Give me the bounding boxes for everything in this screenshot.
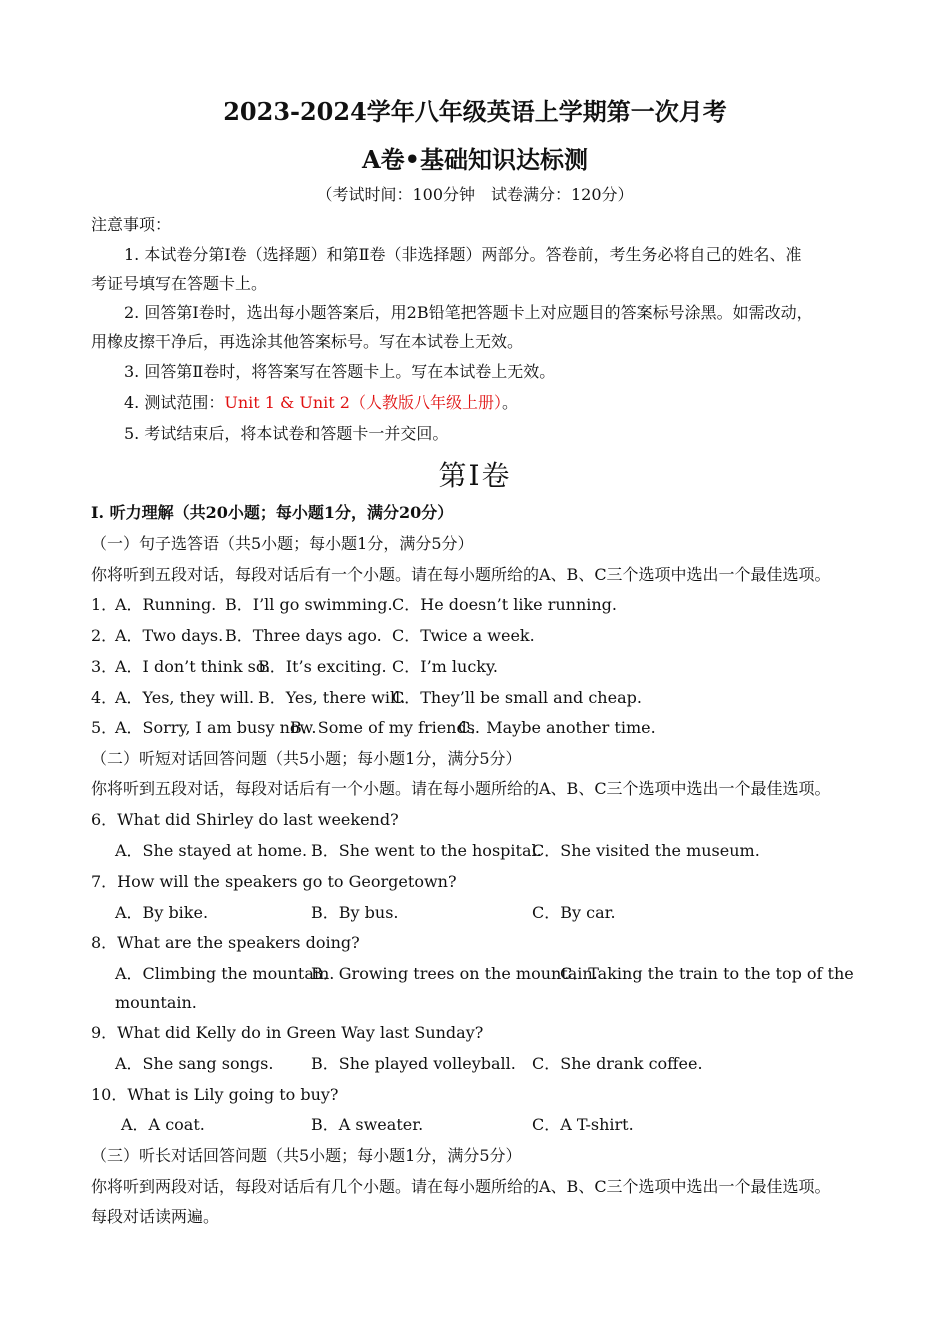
question-5-option-c: C．Maybe another time. <box>458 718 656 737</box>
question-6-option-b: B．She went to the hospital. <box>311 841 542 860</box>
question-10-option-b: B．A sweater. <box>311 1115 424 1134</box>
question-5-option-b: B．Some of my friends. <box>290 718 481 737</box>
question-7-option-c: C．By car. <box>532 903 616 922</box>
exam-info: （考试时间：100分钟 试卷满分：120分） <box>316 185 634 204</box>
question-7-option-a: A．By bike. <box>115 903 209 922</box>
question-10-option-a: A．A coat. <box>121 1115 205 1134</box>
question-6-stem: 6．What did Shirley do last weekend? <box>91 810 399 829</box>
note-item-4-prefix: 4. 测试范围： <box>124 393 225 412</box>
question-5-number: 5． <box>91 718 118 737</box>
question-8-stem: 8．What are the speakers doing? <box>91 933 360 952</box>
notes-heading: 注意事项： <box>91 215 172 234</box>
question-9-stem: 9．What did Kelly do in Green Way last Sunday? <box>91 1023 484 1042</box>
question-8-option-c-continued: mountain. <box>115 993 197 1012</box>
section-1-heading: I. 听力理解（共20小题；每小题1分，满分20分） <box>91 503 454 522</box>
question-4-option-b: B．Yes, there will. <box>258 688 406 707</box>
question-10-option-c: C．A T-shirt. <box>532 1115 634 1134</box>
note-item-1-line-2: 考证号填写在答题卡上。 <box>91 274 268 293</box>
question-4-option-c: C．They’ll be small and cheap. <box>392 688 642 707</box>
part-2-instruction: 你将听到五段对话，每段对话后有一个小题。请在每小题所给的A、B、C三个选项中选出一个最佳选项。 <box>91 779 831 798</box>
question-9-option-b: B．She played volleyball. <box>311 1054 516 1073</box>
question-9-option-c: C．She drank coffee. <box>532 1054 703 1073</box>
note-item-3: 3. 回答第Ⅱ卷时，将答案写在答题卡上。写在本试卷上无效。 <box>124 362 556 381</box>
note-item-1-line-1: 1. 本试卷分第Ⅰ卷（选择题）和第Ⅱ卷（非选择题）两部分。答卷前，考生务必将自己的姓名、准 <box>124 245 802 264</box>
question-9-option-a: A．She sang songs. <box>115 1054 274 1073</box>
part-3-instruction-line-2: 每段对话读两遍。 <box>91 1207 220 1226</box>
note-item-2-line-1: 2. 回答第Ⅰ卷时，选出每小题答案后，用2B铅笔把答题卡上对应题目的答案标号涂黑。如需改动， <box>124 303 813 322</box>
question-3-option-c: C．I’m lucky. <box>392 657 498 676</box>
test-range: Unit 1 & Unit 2（人教版八年级上册） <box>224 393 502 412</box>
question-2-option-b: B．Three days ago. <box>225 626 382 645</box>
question-6-option-a: A．She stayed at home. <box>115 841 308 860</box>
part-3-instruction-line-1: 你将听到两段对话，每段对话后有几个小题。请在每小题所给的A、B、C三个选项中选出一个最佳选项。 <box>91 1177 831 1196</box>
question-3-option-b: B．It’s exciting. <box>258 657 387 676</box>
note-item-2-line-2: 用橡皮擦干净后，再选涂其他答案标号。写在本试卷上无效。 <box>91 332 524 351</box>
note-item-4-suffix: 。 <box>501 393 518 412</box>
note-item-5: 5. 考试结束后，将本试卷和答题卡一并交回。 <box>124 424 449 443</box>
part-1-heading: （一）句子选答语（共5小题；每小题1分，满分5分） <box>91 534 474 553</box>
question-7-option-b: B．By bus. <box>311 903 399 922</box>
question-5-option-a: A．Sorry, I am busy now. <box>115 718 317 737</box>
question-3-option-a: A．I don’t think so. <box>115 657 271 676</box>
question-2-option-c: C．Twice a week. <box>392 626 535 645</box>
volume-heading: 第Ⅰ卷 <box>438 459 512 492</box>
exam-title: 2023-2024学年八年级英语上学期第一次月考 <box>223 97 727 126</box>
question-10-stem: 10．What is Lily going to buy? <box>91 1085 339 1104</box>
question-1-option-a: A．Running. <box>115 595 217 614</box>
question-2-option-a: A．Two days. <box>115 626 224 645</box>
exam-subtitle: A卷•基础知识达标测 <box>362 145 588 174</box>
question-8-option-c: C．Taking the train to the top of the <box>560 964 854 983</box>
question-6-option-c: C．She visited the museum. <box>532 841 760 860</box>
question-2-number: 2． <box>91 626 118 645</box>
note-item-4 <box>124 393 518 413</box>
question-8-option-a: A．Climbing the mountain. <box>115 964 335 983</box>
question-4-number: 4． <box>91 688 118 707</box>
question-8-option-b: B．Growing trees on the mountain. <box>311 964 598 983</box>
question-1-number: 1． <box>91 595 118 614</box>
question-1-option-b: B．I’ll go swimming. <box>225 595 393 614</box>
question-1-option-c: C．He doesn’t like running. <box>392 595 618 614</box>
part-1-instruction: 你将听到五段对话，每段对话后有一个小题。请在每小题所给的A、B、C三个选项中选出一个最佳选项。 <box>91 565 831 584</box>
question-4-option-a: A．Yes, they will. <box>115 688 255 707</box>
question-7-stem: 7．How will the speakers go to Georgetown? <box>91 872 457 891</box>
question-3-number: 3． <box>91 657 118 676</box>
part-3-heading: （三）听长对话回答问题（共5小题；每小题1分，满分5分） <box>91 1146 522 1165</box>
part-2-heading: （二）听短对话回答问题（共5小题；每小题1分，满分5分） <box>91 749 522 768</box>
